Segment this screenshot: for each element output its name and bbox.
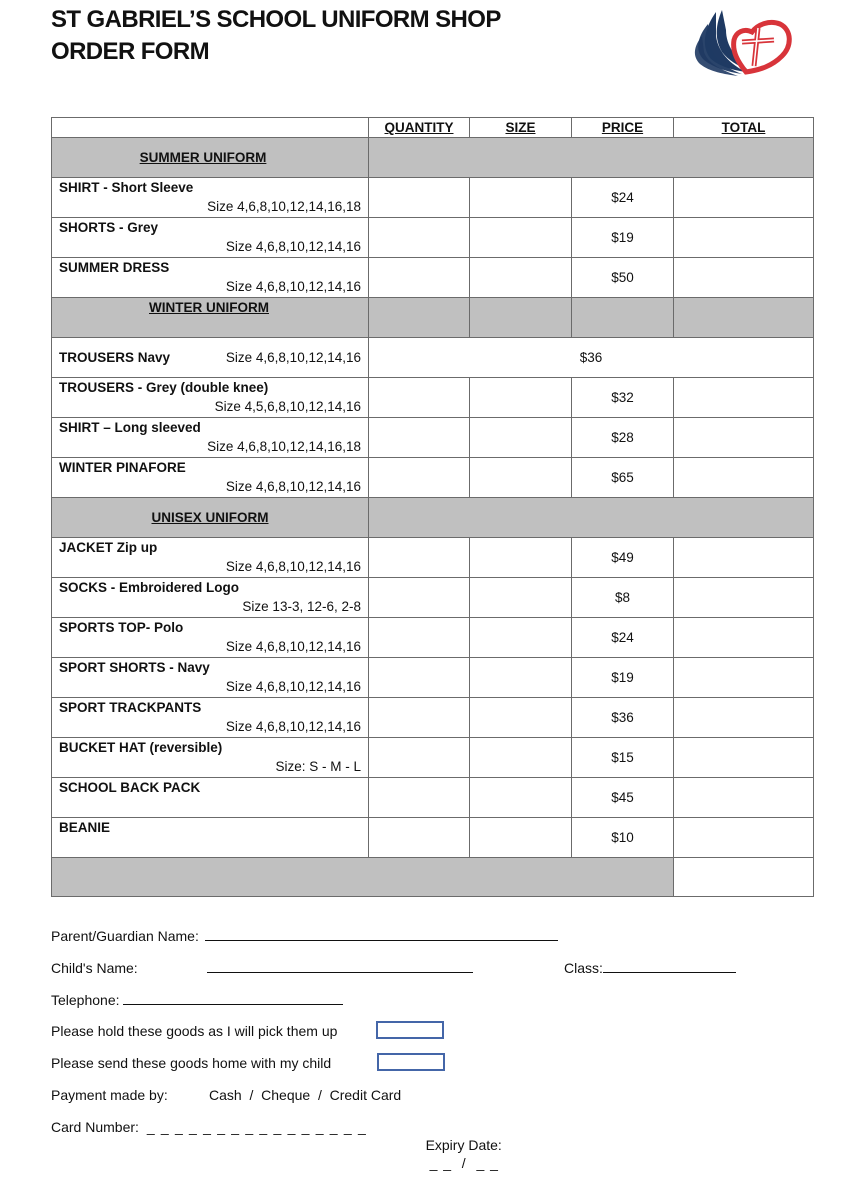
- total-cell[interactable]: [674, 578, 814, 618]
- table-row: [52, 258, 814, 298]
- quantity-cell[interactable]: [369, 258, 470, 298]
- item-name: BUCKET HAT (reversible): [59, 740, 223, 755]
- total-cell[interactable]: [674, 538, 814, 578]
- total-cell[interactable]: [674, 738, 814, 778]
- item-sizes: Size 4,6,8,10,12,14,16: [225, 679, 361, 694]
- item-sizes: Size: S - M - L: [275, 759, 361, 774]
- section-unisex: [52, 498, 814, 538]
- payment-options[interactable]: Cash / Cheque / Credit Card: [209, 1087, 402, 1103]
- table-row: [52, 218, 814, 258]
- table-row: [52, 578, 814, 618]
- price-cell: $50: [572, 258, 674, 298]
- header-price: PRICE: [572, 118, 674, 138]
- size-cell[interactable]: [470, 458, 572, 498]
- quantity-cell[interactable]: [369, 378, 470, 418]
- table-header-row: [52, 118, 814, 138]
- price-cell: $28: [572, 418, 674, 458]
- item-cell: [52, 338, 369, 378]
- section-label-cell: [52, 298, 369, 338]
- send-home-checkbox[interactable]: [377, 1053, 445, 1071]
- total-cell[interactable]: [674, 218, 814, 258]
- table-row: [52, 818, 814, 858]
- grand-total-row: [52, 858, 814, 897]
- size-cell[interactable]: [470, 578, 572, 618]
- price-cell: $65: [572, 458, 674, 498]
- section-fill: [369, 138, 814, 178]
- table-row: [52, 658, 814, 698]
- item-name: SPORT TRACKPANTS: [59, 700, 202, 715]
- total-cell[interactable]: [674, 458, 814, 498]
- school-logo-icon: [688, 6, 800, 78]
- quantity-cell[interactable]: [369, 658, 470, 698]
- section-fill: [369, 498, 814, 538]
- price-cell: $15: [572, 738, 674, 778]
- send-home-label: Please send these goods home with my child: [51, 1055, 332, 1071]
- table-row: [52, 178, 814, 218]
- size-cell[interactable]: [470, 778, 572, 818]
- item-sizes: Size 4,6,8,10,12,14,16: [225, 350, 361, 365]
- class-field[interactable]: [603, 958, 736, 973]
- item-cell: [52, 538, 369, 578]
- table-row: [52, 378, 814, 418]
- total-cell[interactable]: [674, 658, 814, 698]
- item-cell: [52, 258, 369, 298]
- expiry-row: [410, 1118, 502, 1190]
- item-cell: [52, 738, 369, 778]
- size-cell[interactable]: [470, 378, 572, 418]
- price-cell: $49: [572, 538, 674, 578]
- size-cell[interactable]: [470, 538, 572, 578]
- parent-name-label: Parent/Guardian Name:: [51, 928, 199, 944]
- table-row: [52, 738, 814, 778]
- quantity-cell[interactable]: [369, 218, 470, 258]
- item-cell: [52, 378, 369, 418]
- parent-name-row: [51, 926, 558, 945]
- item-sizes: Size 13-3, 12-6, 2-8: [242, 599, 361, 614]
- size-cell[interactable]: [470, 418, 572, 458]
- item-sizes: Size 4,6,8,10,12,14,16: [225, 479, 361, 494]
- size-cell[interactable]: [470, 178, 572, 218]
- quantity-cell[interactable]: [369, 698, 470, 738]
- size-cell[interactable]: [470, 738, 572, 778]
- total-cell[interactable]: [674, 178, 814, 218]
- child-name-row: [51, 958, 473, 977]
- item-cell: [52, 818, 369, 858]
- class-row: [564, 958, 736, 977]
- section-fill: [369, 298, 470, 338]
- total-cell[interactable]: [674, 698, 814, 738]
- price-cell: $19: [572, 658, 674, 698]
- item-cell: [52, 458, 369, 498]
- item-sizes: Size 4,6,8,10,12,14,16: [225, 639, 361, 654]
- header-size: SIZE: [470, 118, 572, 138]
- quantity-cell[interactable]: [369, 178, 470, 218]
- table-row: [52, 418, 814, 458]
- table-row: [52, 458, 814, 498]
- section-fill: [572, 298, 674, 338]
- quantity-cell[interactable]: [369, 458, 470, 498]
- size-cell[interactable]: [470, 258, 572, 298]
- item-name: SHIRT – Long sleeved: [59, 420, 201, 435]
- header-quantity: QUANTITY: [369, 118, 470, 138]
- item-name: TROUSERS - Grey (double knee): [59, 380, 269, 395]
- item-name: TROUSERS Navy: [59, 349, 171, 365]
- hold-goods-row: [51, 1022, 337, 1040]
- class-label: Class:: [564, 960, 603, 976]
- item-name: SHORTS - Grey: [59, 220, 159, 235]
- item-name: SOCKS - Embroidered Logo: [59, 580, 240, 595]
- section-winter: [52, 298, 814, 338]
- quantity-cell[interactable]: [369, 538, 470, 578]
- size-cell[interactable]: [470, 218, 572, 258]
- header-total: TOTAL: [674, 118, 814, 138]
- item-cell: [52, 178, 369, 218]
- section-fill: [674, 298, 814, 338]
- item-sizes: Size 4,6,8,10,12,14,16: [225, 239, 361, 254]
- total-cell[interactable]: [674, 258, 814, 298]
- item-name: JACKET Zip up: [59, 540, 158, 555]
- table-row: [52, 698, 814, 738]
- hold-goods-checkbox[interactable]: [376, 1021, 444, 1039]
- item-name: WINTER PINAFORE: [59, 460, 186, 475]
- section-label: SUMMER UNIFORM: [139, 150, 267, 165]
- size-cell[interactable]: [470, 658, 572, 698]
- title-line-1: ST GABRIEL’S SCHOOL UNIFORM SHOP: [51, 6, 501, 33]
- total-cell[interactable]: [674, 818, 814, 858]
- item-sizes: Size 4,6,8,10,12,14,16,18: [207, 199, 361, 214]
- telephone-field[interactable]: [123, 990, 343, 1005]
- telephone-row: [51, 990, 343, 1009]
- child-name-label: Child's Name:: [51, 960, 138, 976]
- quantity-cell[interactable]: [369, 818, 470, 858]
- card-number-row: [51, 1118, 367, 1136]
- expiry-field[interactable]: _ _ / _ _: [429, 1155, 499, 1171]
- table-row: [52, 538, 814, 578]
- size-cell[interactable]: [470, 618, 572, 658]
- section-fill: [470, 298, 572, 338]
- item-cell: [52, 618, 369, 658]
- card-number-label: Card Number:: [51, 1119, 139, 1135]
- item-cell: [52, 778, 369, 818]
- item-name: SCHOOL BACK PACK: [59, 780, 201, 795]
- item-sizes: Size 4,6,8,10,12,14,16: [225, 279, 361, 294]
- payment-row: [51, 1086, 168, 1104]
- price-cell: $45: [572, 778, 674, 818]
- item-cell: [52, 698, 369, 738]
- title-line-2: ORDER FORM: [51, 38, 209, 65]
- expiry-label: Expiry Date:: [425, 1137, 502, 1153]
- price-cell: $19: [572, 218, 674, 258]
- table-row: [52, 618, 814, 658]
- item-cell: [52, 418, 369, 458]
- quantity-cell[interactable]: [369, 618, 470, 658]
- section-label: UNISEX UNIFORM: [151, 510, 269, 525]
- item-cell: [52, 578, 369, 618]
- card-number-field[interactable]: _ _ _ _ _ _ _ _ _ _ _ _ _ _ _ _: [146, 1119, 367, 1135]
- grand-total-fill: [52, 858, 674, 897]
- item-name: SUMMER DRESS: [59, 260, 170, 275]
- price-cell: $24: [572, 178, 674, 218]
- item-name: BEANIE: [59, 820, 111, 835]
- total-cell[interactable]: [674, 778, 814, 818]
- header-item: [52, 118, 369, 138]
- parent-name-field[interactable]: [205, 926, 558, 941]
- item-cell: [52, 658, 369, 698]
- table-row: [52, 338, 814, 378]
- size-cell[interactable]: [470, 818, 572, 858]
- price-cell: $8: [572, 578, 674, 618]
- telephone-label: Telephone:: [51, 992, 120, 1008]
- price-cell: $36: [572, 698, 674, 738]
- child-name-field[interactable]: [207, 958, 473, 973]
- item-name: SPORT SHORTS - Navy: [59, 660, 210, 675]
- total-cell[interactable]: [674, 378, 814, 418]
- section-summer: [52, 138, 814, 178]
- item-sizes: Size 4,6,8,10,12,14,16: [225, 559, 361, 574]
- price-cell: $32: [572, 378, 674, 418]
- section-label: WINTER UNIFORM: [149, 300, 269, 315]
- item-sizes: Size 4,5,6,8,10,12,14,16: [214, 399, 361, 414]
- quantity-cell[interactable]: [369, 418, 470, 458]
- price-cell-merged: $36: [369, 338, 814, 378]
- payment-label: Payment made by:: [51, 1087, 168, 1103]
- item-sizes: Size 4,6,8,10,12,14,16,18: [207, 439, 361, 454]
- table-row: [52, 778, 814, 818]
- price-cell: $10: [572, 818, 674, 858]
- send-home-row: [51, 1054, 331, 1072]
- item-cell: [52, 218, 369, 258]
- total-cell[interactable]: [674, 418, 814, 458]
- section-label-cell: [52, 138, 369, 178]
- section-label-cell: [52, 498, 369, 538]
- size-cell[interactable]: [470, 698, 572, 738]
- item-name: SPORTS TOP- Polo: [59, 620, 184, 635]
- item-sizes: Size 4,6,8,10,12,14,16: [225, 719, 361, 734]
- order-table: [51, 117, 814, 897]
- page-title: [51, 4, 501, 68]
- price-cell: $24: [572, 618, 674, 658]
- quantity-cell[interactable]: [369, 778, 470, 818]
- quantity-cell[interactable]: [369, 578, 470, 618]
- item-name: SHIRT - Short Sleeve: [59, 180, 194, 195]
- grand-total-cell[interactable]: [674, 858, 814, 897]
- total-cell[interactable]: [674, 618, 814, 658]
- hold-goods-label: Please hold these goods as I will pick them up: [51, 1023, 338, 1039]
- quantity-cell[interactable]: [369, 738, 470, 778]
